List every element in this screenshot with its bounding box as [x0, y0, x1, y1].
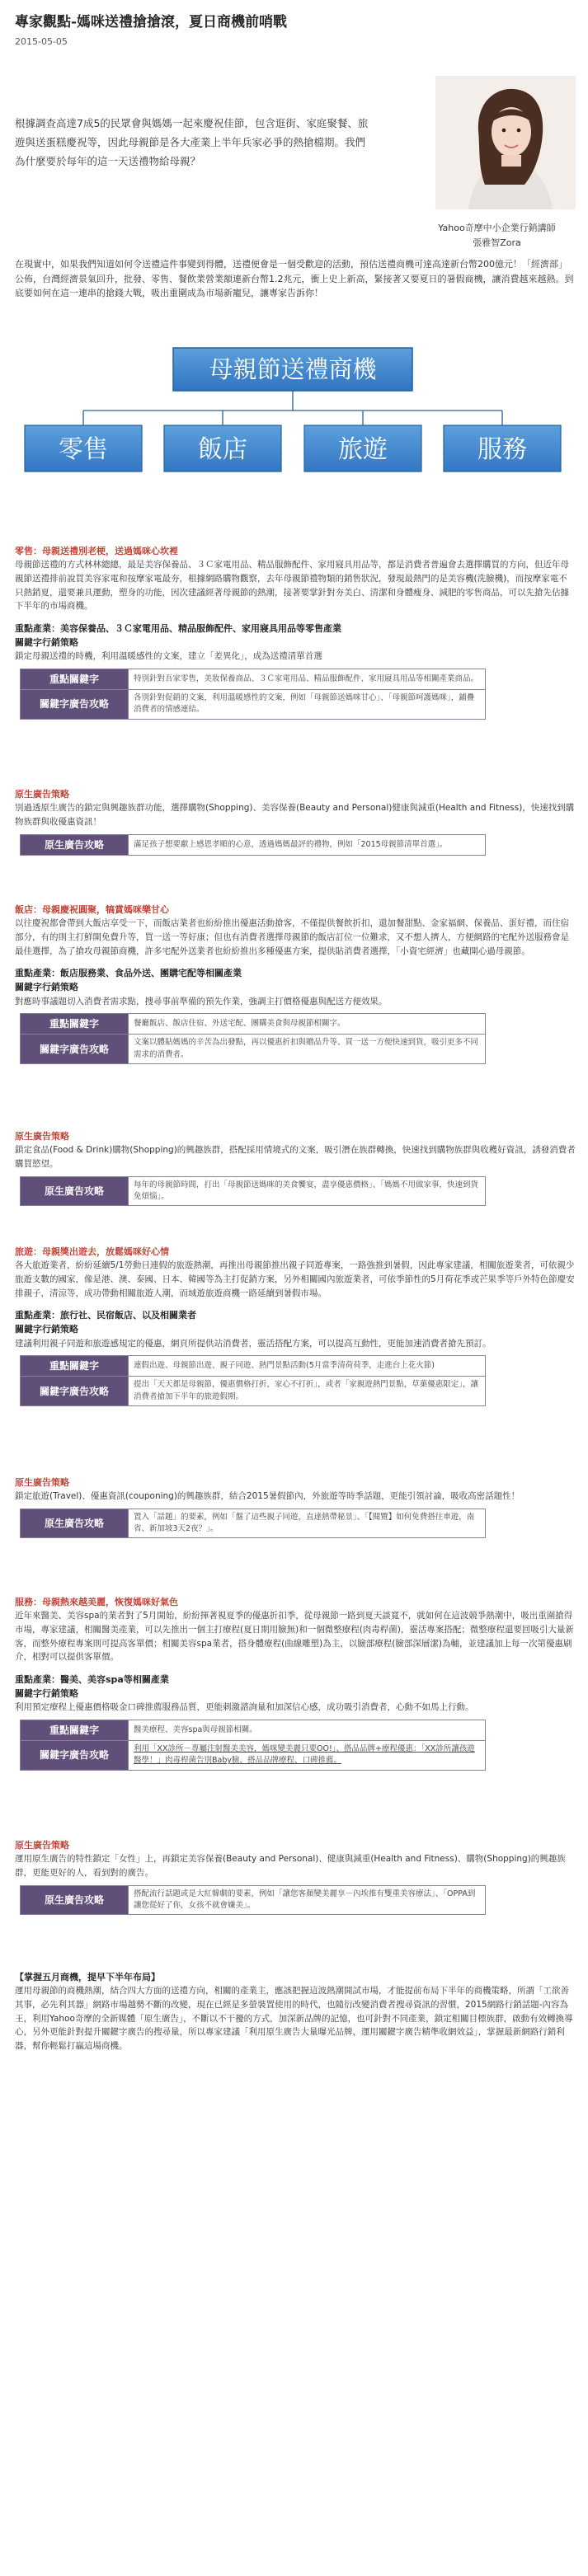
branch-label-service: 服務 — [477, 435, 527, 464]
industry-label: 重點產業：美容保養品、３Ｃ家電用品、精品服飾配件、家用寢具用品等零售產業 — [15, 623, 341, 635]
author-name: 張雅智Zora — [473, 237, 521, 248]
article-title: 專家觀點-媽咪送禮搶搶滾，夏日商機前哨戰 — [15, 14, 288, 30]
tree-branch-travel — [304, 425, 421, 472]
author-caption — [412, 221, 581, 250]
row-text: 餐廳飯店、飯店住宿、外送宅配、團購美食與母親節相關字。 — [129, 1014, 486, 1035]
table-row — [21, 1509, 486, 1538]
keyword-table — [20, 1013, 486, 1064]
section-service-native — [15, 1838, 576, 1915]
author-title: Yahoo奇摩中小企業行銷講師 — [438, 223, 556, 233]
author-photo — [435, 76, 576, 209]
row-label: 關鍵字廣告攻略 — [21, 1741, 129, 1771]
industry-label: 重點產業：醫美、美容spa等相關產業 — [15, 1674, 169, 1686]
row-label: 關鍵字廣告攻略 — [21, 1377, 129, 1406]
table-row — [21, 669, 486, 690]
section-retail — [15, 544, 576, 720]
industry-label: 重點產業：飯店服務業、食品外送、團購宅配等相關產業 — [15, 968, 242, 979]
tree-branch-retail — [25, 425, 142, 472]
section-body: 以往慶祝都會帶到大飯店享受一下，而飯店業者也紛紛推出優惠活動搶客，不僅提供餐飲折扣，還加餐甜點、金家福網、保養品、蛋好禮，而住宿部分，有的則主打鮮開免費升等，買一送一等好康；但也有消費者選擇母親節的飯店訂位一位難求，又不想人擠人，方便網路的宅配外送服務會是最佳選擇，為了搶攻母親節商機，許多宅配外送業者也紛紛推出多種優惠方案，提供貼消費者選擇，「小資宅經濟」也藏開心過母親節。 — [15, 918, 569, 956]
native-ad-table — [20, 834, 486, 856]
tree-root — [173, 348, 412, 391]
table-row — [21, 1176, 486, 1206]
tree-branch-service — [444, 425, 561, 472]
section-body: 鎖定食品(Food & Drink)購物(Shopping)的興趣族群，搭配採用情境式的文案，吸引潛在族群轉換，快速找到購物族群與收穫好資訊，誘發消費者購買慾望。 — [15, 1145, 576, 1169]
section-service — [15, 1595, 576, 1771]
table-row — [21, 1356, 486, 1377]
native-ad-table — [20, 1509, 486, 1539]
row-label: 關鍵字廣告攻略 — [21, 690, 129, 720]
row-text: 滿足孩子想要獻上感恩孝順的心意，透過媽媽最評的禮物，例如「2015母親節清單首選」。 — [129, 834, 486, 855]
row-label: 重點關鍵字 — [21, 1014, 129, 1035]
section-hotel — [15, 903, 576, 1064]
section-summary — [15, 1970, 576, 2053]
section-heading: 服務：母親熱來越美麗，恢復媽咪好氣色 — [15, 1597, 178, 1607]
section-body: 近年來醫美、美容spa的業者對了5月開始，紛紛揮著視夏季的優惠折扣季，從母親節一路到夏天談寬不，就如何在這波競爭熱潮中，吸出重圍搶得市場，專家建議，相關醫美產業，可以先推出一個主打療程(夏日期用臉無)和一個微整療程(肉毒桿菌)，靈活專案搭配；微整療程還要回吸引大量新客，而整外療程專案則可提高客單價；相關美容spa業者，搭身體療程(曲線雕塑)為主，以臉部療程(臉部深層潔)為輔，並建議加上每一次第優惠刷介，相對可以提供客單價。 — [15, 1611, 574, 1663]
section-retail-native — [15, 787, 576, 856]
intro-paragraph: 根據調查高達7成5的民眾會與媽媽一起來慶祝佳節，包含逛街、家庭聚餐、旅遊與送蛋糕慶祝等，因此母親節是各大產業上半年兵家必爭的熱搶檔期。我們為什麼要於每年的這一天送禮物給母親？ — [15, 117, 369, 168]
section-heading: 【掌握五月商機，提早下半年布局】 — [15, 1972, 160, 1982]
native-ad-label: 原生廣告策略 — [15, 789, 69, 800]
strategy-label: 關鍵字行銷策略 — [15, 1324, 78, 1335]
row-text: 每年的母親節時間，打出「母親節送媽咪的美食饗宴，盡享優惠價格」、「媽媽不用做家事，快速到貨免煩惱」。 — [129, 1176, 486, 1206]
tree-root-label: 母親節送禮商機 — [209, 355, 377, 383]
strategy-text: 鎖定母親送禮的時機，利用溫暖感性的文案，建立「差異化」，成為送禮清單首選 — [15, 651, 322, 662]
section-body: 各大旅遊業者，紛紛延續5/1勞動日連假的旅遊熱潮，再推出母親節推出親子同遊專案，一路強推到暑假，因此專家建議，相關旅遊業者，可依親少旅遊支數的國家，像是港、澳、泰國、日本、韓國等為主打促銷方案，另外相關國內旅遊業者，可依季節性的5月荷花季或芒果季等戶外特色節慶安排親子，清涼等，成功帶動相關旅遊人潮，而域遊旅遊商機一路延續到暑假市場。 — [15, 1260, 575, 1298]
table-row — [21, 834, 486, 855]
section-body: 別過透原生廣告的鎖定與興趣族群功能，選擇購物(Shopping)、美容保養(Beauty and Personal)健康與減重(Health and Fitness)，快速找到購物族群與收優惠資訊！ — [15, 803, 575, 827]
strategy-label: 關鍵字行銷策略 — [15, 637, 78, 649]
section-heading: 飯店：母親慶祝圓聚，犒賞媽咪樂甘心 — [15, 904, 169, 915]
row-label: 原生廣告攻略 — [21, 1509, 129, 1538]
native-ad-table — [20, 1885, 486, 1916]
row-text: 置入「話題」的要素，例如「盤了這些親子同遊，直達熱帶秘景」、「【閱覽】如何免費搭往車遊，南省、新加坡3天2夜？」。 — [129, 1509, 486, 1538]
section-hotel-native — [15, 1129, 576, 1206]
keyword-table — [20, 669, 486, 720]
row-label: 原生廣告攻略 — [21, 1176, 129, 1206]
row-text: 搭配流行話題或是大紅韓劇的要素，例如「讓您客顏變美麗享－內埃推有雙重美容療法」、「OPPA到讓您從好了你，女孩不就會嫌美」。 — [129, 1885, 486, 1915]
row-text: 特別針對吾家零售，美妝保養商品、３Ｃ家電用品、精品服飾配件、家用寢具用品等相關產業商品。 — [129, 669, 486, 690]
row-text: 連假出遊、母親節出遊、親子同遊、熱門景點活動(5月當季清荷荷季，走進台上花火節) — [129, 1356, 486, 1377]
row-label: 重點關鍵字 — [21, 1356, 129, 1377]
row-label: 關鍵字廣告攻略 — [21, 1035, 129, 1064]
author-photo-image — [435, 76, 576, 209]
article-date: 2015-05-05 — [15, 36, 68, 47]
table-row — [21, 1035, 486, 1064]
table-row — [21, 690, 486, 720]
strategy-text: 對應時事議題切入消費者需求點，搜尋事前準備的預先作業，強調主打價格優惠與配送方便效果。 — [15, 996, 388, 1006]
table-row — [21, 1741, 486, 1771]
native-ad-label: 原生廣告策略 — [15, 1477, 69, 1488]
row-text: 文案以體貼媽媽的辛苦為出發點，再以優惠折扣與贈品升等、買一送一方便快速到貨，吸引更多不同需求的消費者。 — [129, 1035, 486, 1064]
row-label: 重點關鍵字 — [21, 669, 129, 690]
strategy-label: 關鍵字行銷策略 — [15, 1688, 78, 1700]
row-label: 重點關鍵字 — [21, 1720, 129, 1741]
row-text: 利用「XX診所－專屬注射醫美美容，媽咪變美麗只要OO!」、搭品品牌+療程優惠：「XX診所讓孩遊醫學！」肉毒桿菌告別Baby臉，搭品品牌療程、口碑推薦。 — [129, 1741, 486, 1771]
native-ad-table — [20, 1176, 486, 1207]
lead-paragraph: 在現實中，如果我們知道如何令送禮這件事變到得體，送禮便會是一個受歡迎的活動，預估送禮商機可達高達新台幣200億元！「經濟部」公佈，台灣經濟景氣回升，批發、零售、餐飲業營業額連新台幣1.2兆元，衝上史上新高，緊接著又要夏日的暑假商機，讓消費越來越熱。到底要如何在這一連串的搶錢大戰，吸出重圍成為市場新寵兒，讓專家告訴你！ — [15, 259, 574, 299]
section-heading: 旅遊：母親獎出遊去，放鬆媽咪好心情 — [15, 1246, 169, 1257]
section-body: 母親節送禮的方式林林總總，最是美容保養品、３Ｃ家電用品、精品服飾配件、家用寢具用品等，都是消費者普遍會去選擇購買的方向，但近年母親節送禮排前說買美容家電和按摩家電最夯，根據網路購物觀察，去年母親節禮物類的銷售狀況，發現最熱門的是美容機(洗臉機)，而按摩家電不只熱銷夏，還要兼具運動，塑身的功能，因次建議經著母親節的熱潮，接著要掌針對夯美白、清潔和身體瘦身、減肥的零售商品，可以先搶先佔據下半年的市場商機。 — [15, 560, 569, 612]
table-row — [21, 1885, 486, 1915]
strategy-label: 關鍵字行銷策略 — [15, 982, 78, 993]
table-row — [21, 1377, 486, 1406]
keyword-table — [20, 1720, 486, 1771]
section-travel — [15, 1245, 576, 1406]
section-travel-native — [15, 1476, 576, 1538]
row-label: 原生廣告攻略 — [21, 834, 129, 855]
row-label: 原生廣告攻略 — [21, 1885, 129, 1915]
section-body: 鎖定旅遊(Travel)、優惠資訊(couponing)的興趣族群，結合2015暑假節內，外旅遊等時季話題，更能引領討論，吸收高密話題性！ — [15, 1491, 520, 1502]
tree-branch-hotel — [164, 425, 281, 472]
section-body: 運用母親節的商機熱潮，結合四大方面的送禮方向，相關的產業主，應該把握這波熱潮開試市場，才能提前布局下半年的商機策略，所謂「工欲善其事，必先利其器」網路市場越勢不斷的改變，現在已經是多螢裝置使用的時代，也隨衍改變消費者搜尋資訊的習慣，2015網路行銷話題-內容為王，利用Yahoo奇摩的全新媒體「原生廣告」，不斷以不干擾的方式，加深新品牌的記憶，也可針對不同產業，鎖定相關目標族群，啟動有效轉換導心，另外更能針對提升關鍵字廣告的搜尋量，所以專家建議「利用原生廣告大量曝光品牌，運用關鍵字廣告精準收網效益」，掌握最新網路行銷利器，幫你輕鬆打贏這場商機。 — [15, 1986, 573, 2052]
row-text: 各別針對促銷的文案，利用溫暖感性的文案，例如「母親節送媽咪甘心」、「母親節呵護媽咪」，鋪疊消費者的情感連結。 — [129, 690, 486, 720]
native-ad-label: 原生廣告策略 — [15, 1840, 69, 1851]
branch-label-travel: 旅遊 — [338, 435, 388, 464]
strategy-text: 建議利用親子同遊和旅遊感規定的優惠，網頁所提供站消費者，靈活搭配方案，可以提高互動性，更能加速消費者搶先預訂。 — [15, 1338, 492, 1349]
table-row — [21, 1014, 486, 1035]
industry-label: 重點產業：旅行社、民宿飯店、以及相關業者 — [15, 1310, 196, 1321]
section-body: 運用原生廣告的特性鎖定「女性」上，再鎖定美容保養(Beauty and Personal)、健康與減重(Health and Fitness)、購物(Shopping)的興趣族群，更能更好的人，看到對的廣告。 — [15, 1854, 566, 1878]
section-heading: 零售：母親送禮別老梗，送過媽咪心坎裡 — [15, 546, 178, 556]
tree-connectors — [83, 391, 502, 425]
table-row — [21, 1720, 486, 1741]
branch-label-retail: 零售 — [59, 435, 108, 464]
row-text: 提出「天天都是母親節，優惠價格打折，家心不打折」，或者「家親遊熱門景點，草菓優惠限定」，讓消費者搶加下半年的旅遊假期。 — [129, 1377, 486, 1406]
gift-market-diagram — [0, 313, 588, 561]
strategy-text: 利用預定療程上優惠價格吸金口碑推薦服務品質，更能刺激諮詢量和加深信心感，成功吸引消費者，心動不如馬上行動。 — [15, 1702, 474, 1713]
keyword-table — [20, 1355, 486, 1406]
row-text: 醫美療程、美容spa與母親節相關。 — [129, 1720, 486, 1741]
native-ad-label: 原生廣告策略 — [15, 1131, 69, 1142]
branch-label-hotel: 飯店 — [198, 435, 247, 464]
